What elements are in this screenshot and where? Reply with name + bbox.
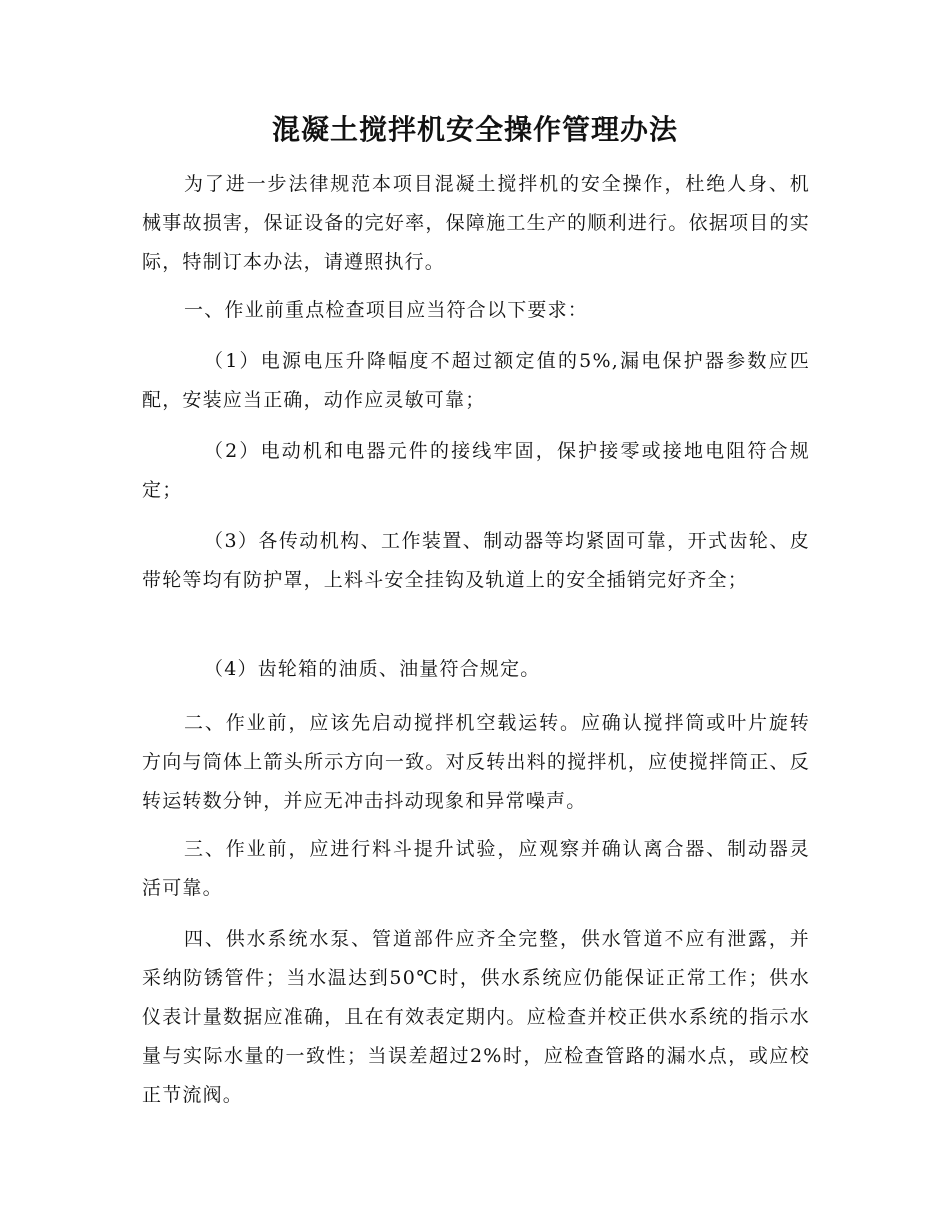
section-two-paragraph: 二、作业前，应该先启动搅拌机空载运转。应确认搅拌筒或叶片旋转方向与筒体上箭头所示方向一致。对反转出料的搅拌机，应使搅拌筒正、反转运转数分钟，并应无冲击抖动现象和异常噪声。 [142, 712, 810, 812]
requirement-item-2: （2）电动机和电器元件的接线牢固，保护接零或接地电阻符合规定； [142, 440, 810, 501]
requirement-item-3: （3）各传动机构、工作装置、制动器等均紧固可靠，开式齿轮、皮带轮等均有防护罩，上料斗安全挂钩及轨道上的安全插销完好齐全； [142, 530, 810, 591]
requirement-item-4: （4）齿轮箱的油质、油量符合规定。 [204, 658, 541, 680]
document-title: 混凝土搅拌机安全操作管理办法 [271, 113, 678, 146]
section-four-paragraph: 四、供水系统水泵、管道部件应齐全完整，供水管道不应有泄露，并采纳防锈管件；当水温达到50℃时，供水系统应仍能保证正常工作；供水仪表计量数据应准确，且在有效表定期内。应检查并校正供水系统的指示水量与实际水量的一致性；当误差超过2%时，应检查管路的漏水点，或应校正节流阀。 [142, 928, 810, 1106]
intro-paragraph: 为了进一步法律规范本项目混凝土搅拌机的安全操作，杜绝人身、机械事故损害，保证设备的完好率，保障施工生产的顺利进行。依据项目的实际，特制订本办法，请遵照执行。 [142, 173, 810, 273]
requirement-item-1: （1）电源电压升降幅度不超过额定值的5%,漏电保护器参数应匹配，安装应当正确，动作应灵敏可靠； [142, 350, 810, 411]
section-one-heading: 一、作业前重点检查项目应当符合以下要求： [184, 299, 589, 321]
section-three-paragraph: 三、作业前，应进行料斗提升试验，应观察并确认离合器、制动器灵活可靠。 [142, 838, 810, 899]
